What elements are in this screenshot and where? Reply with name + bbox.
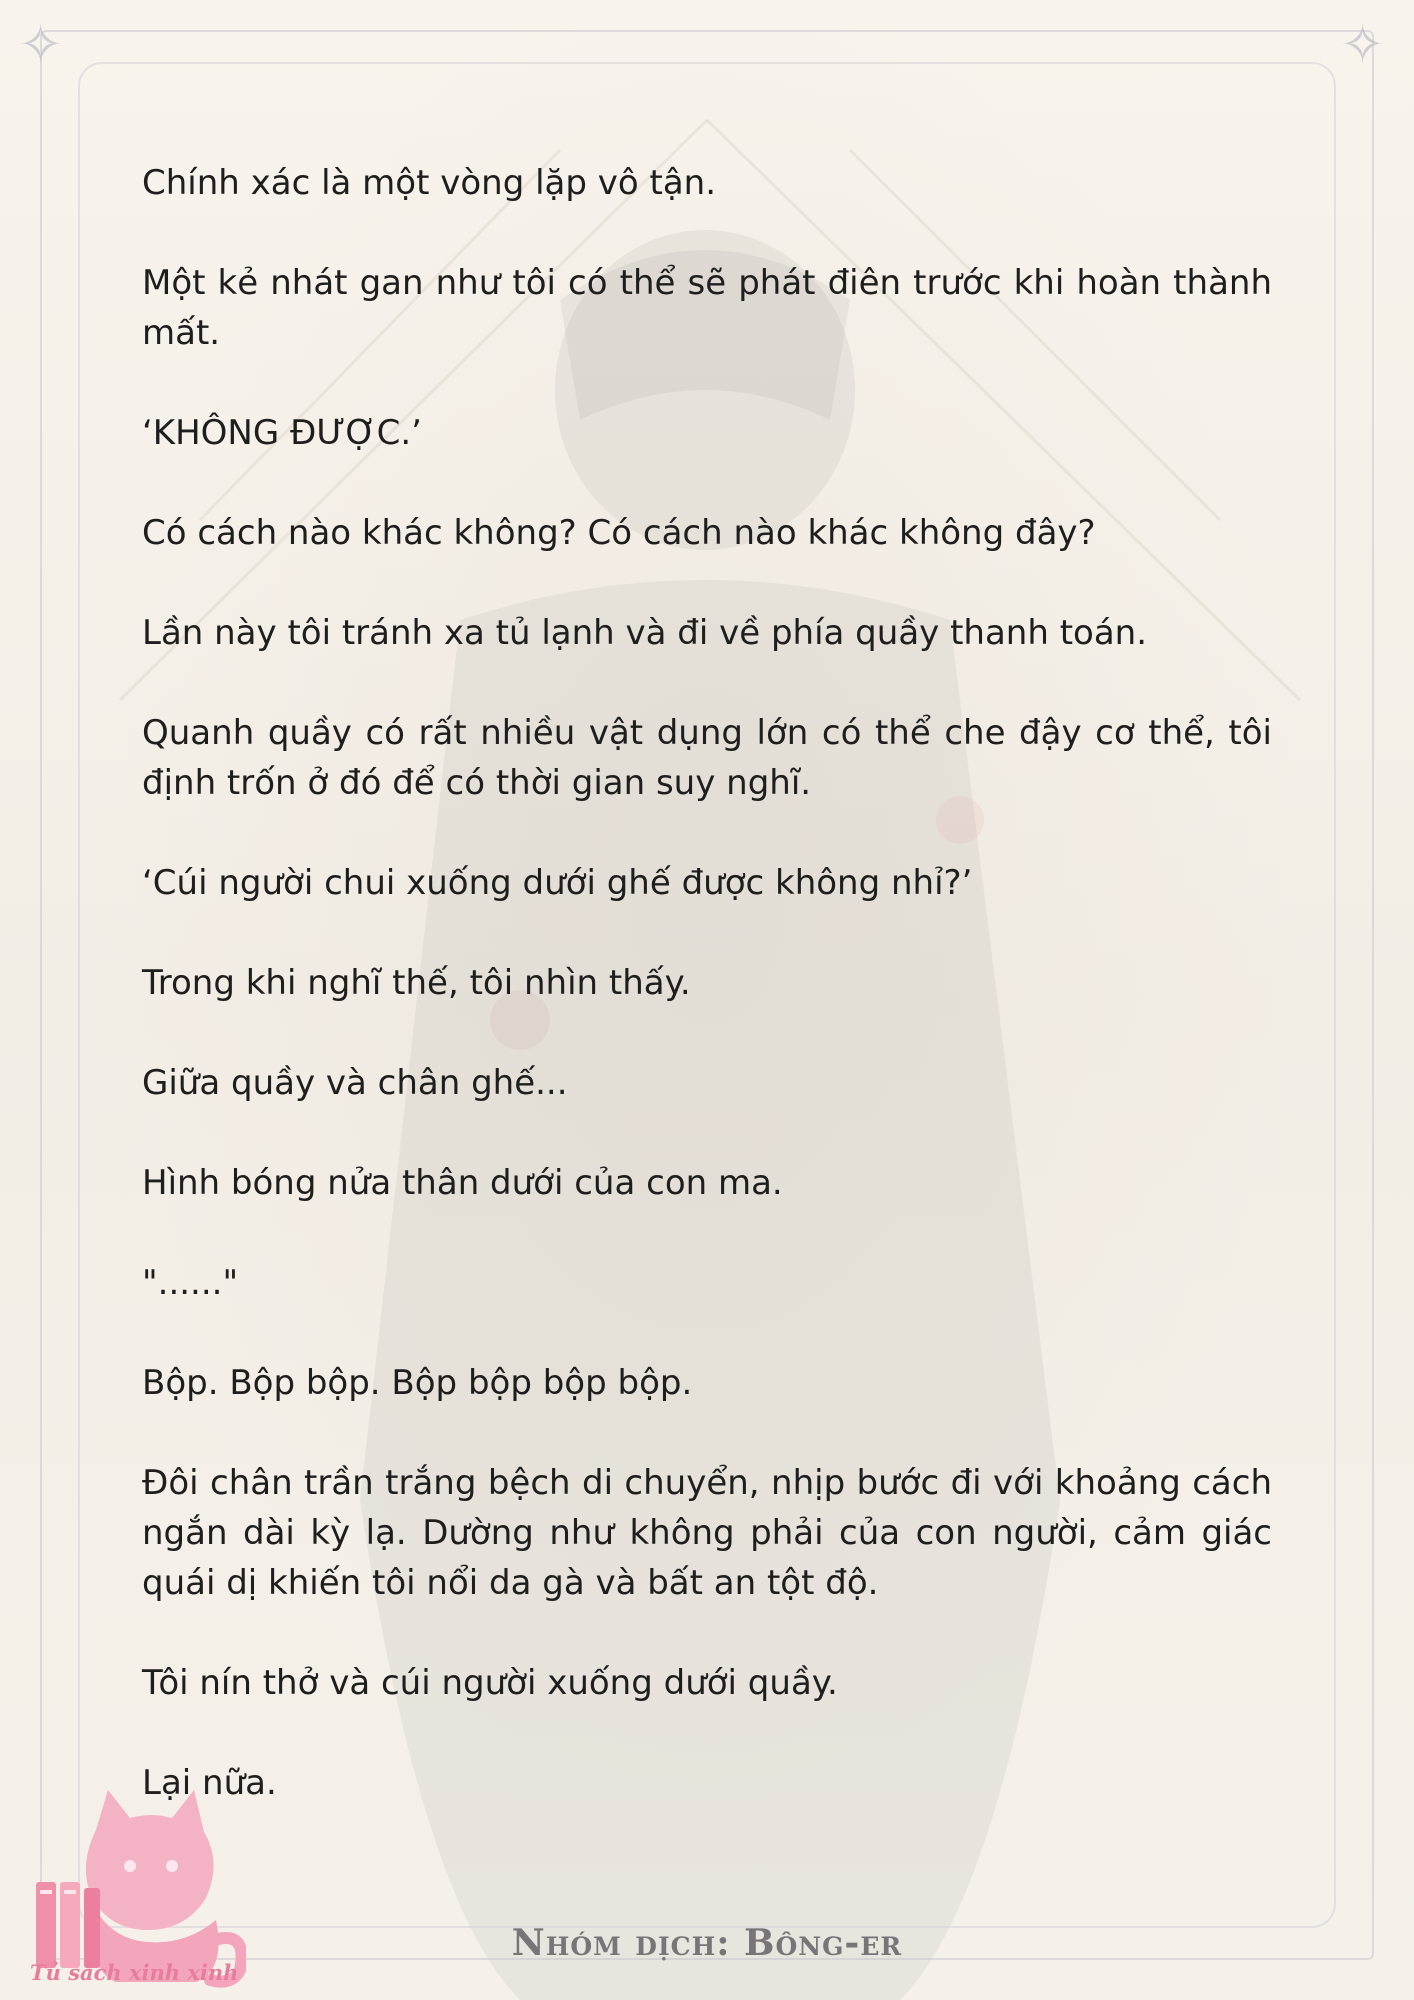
paragraph: Chính xác là một vòng lặp vô tận. [142, 163, 717, 203]
paragraph: Hình bóng nửa thân dưới của con ma. [142, 1163, 783, 1203]
paragraph: "......" [142, 1263, 239, 1303]
paragraph: ‘KHÔNG ĐƯỢC.’ [142, 413, 422, 453]
story-text [142, 158, 1272, 1808]
corner-star-icon: ✧ [1340, 13, 1386, 76]
paragraph: ‘Cúi người chui xuống dưới ghế được không nhỉ?’ [142, 863, 973, 903]
paragraph: Bộp. Bộp bộp. Bộp bộp bộp bộp. [142, 1363, 693, 1403]
paragraph: Quanh quầy có rất nhiều vật dụng lớn có thể che đậy cơ thể, tôi định trốn ở đó để có thời gian suy nghĩ. [142, 713, 1272, 803]
paragraph: Một kẻ nhát gan như tôi có thể sẽ phát điên trước khi hoàn thành mất. [142, 263, 1272, 353]
corner-star-icon: ✧ [18, 13, 64, 76]
translator-credit: Nhóm dịch: Bông-er [511, 1922, 903, 1964]
paragraph: Lần này tôi tránh xa tủ lạnh và đi về phía quầy thanh toán. [142, 613, 1148, 653]
paragraph: Lại nữa. [142, 1763, 277, 1803]
paragraph: Có cách nào khác không? Có cách nào khác không đây? [142, 513, 1096, 553]
paragraph: Tôi nín thở và cúi người xuống dưới quầy. [142, 1663, 838, 1703]
paragraph: Đôi chân trần trắng bệch di chuyển, nhịp bước đi với khoảng cách ngắn dài kỳ lạ. Dường như không phải của con người, cảm giác quái dị khiến tôi nổi da gà và bất an tột độ. [142, 1463, 1272, 1603]
logo-text: Tủ sách xinh xinh [30, 1960, 239, 1985]
paragraph: Trong khi nghĩ thế, tôi nhìn thấy. [142, 963, 691, 1003]
paragraph: Giữa quầy và chân ghế... [142, 1063, 568, 1103]
